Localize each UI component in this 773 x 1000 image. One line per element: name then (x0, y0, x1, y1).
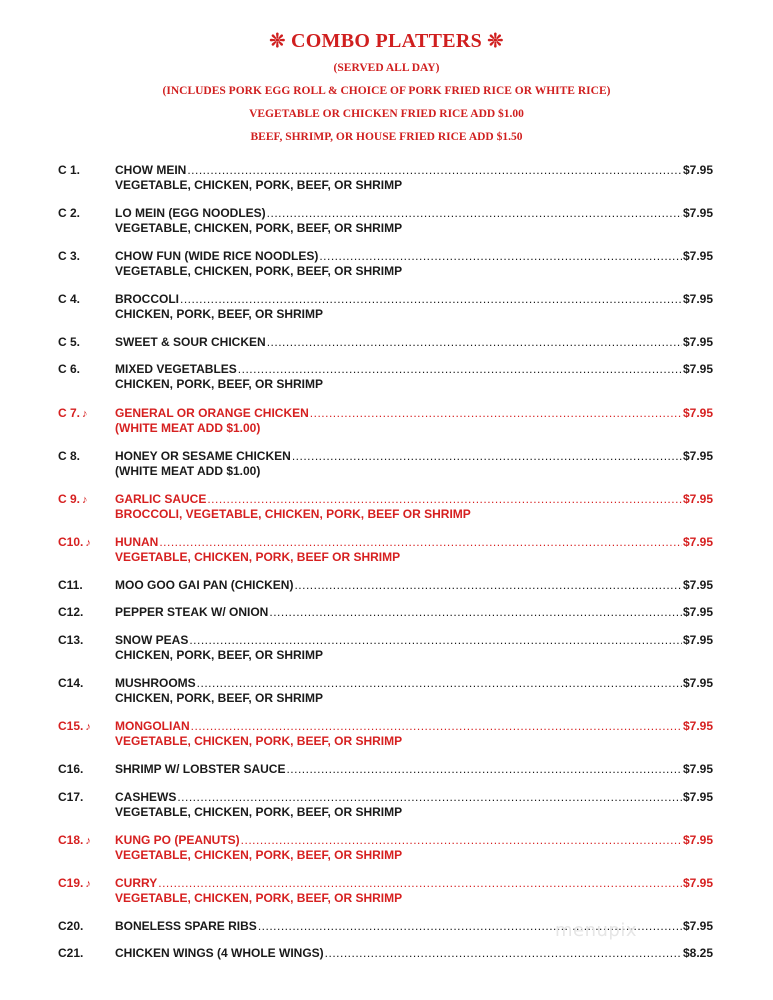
menu-item (0, 919, 773, 949)
item-code-text: C20. (58, 919, 84, 933)
item-line (115, 163, 713, 177)
item-line (115, 449, 713, 463)
dot-leader (189, 633, 682, 647)
item-code-text: C15. (58, 719, 84, 733)
dot-leader (207, 492, 682, 506)
item-code (58, 163, 80, 177)
item-name: CURRY (115, 876, 158, 890)
menu-item (0, 719, 773, 749)
item-code-text: C 1. (58, 163, 81, 177)
item-price: $7.95 (682, 578, 713, 592)
item-options: VEGETABLE, CHICKEN, PORK, BEEF, OR SHRIMP (115, 805, 403, 819)
dot-leader (238, 362, 682, 376)
menu-item (0, 676, 773, 706)
item-name: SHRIMP W/ LOBSTER SAUCE (115, 762, 286, 776)
item-options: VEGETABLE, CHICKEN, PORK, BEEF, OR SHRIMP (115, 848, 403, 862)
item-price: $7.95 (682, 362, 713, 376)
item-options: (WHITE MEAT ADD $1.00) (115, 421, 261, 435)
pepper-icon: ♪ (85, 721, 91, 733)
item-name: CHOW MEIN (115, 163, 187, 177)
menu-item (0, 535, 773, 565)
item-code (58, 492, 88, 506)
item-line (115, 406, 713, 420)
menu-item (0, 578, 773, 608)
item-line (115, 362, 713, 376)
item-price: $7.95 (682, 762, 713, 776)
dot-leader (197, 676, 682, 690)
item-name: HUNAN (115, 535, 159, 549)
item-code-text: C 3. (58, 249, 81, 263)
item-code (58, 206, 80, 220)
dot-leader (191, 719, 682, 733)
item-line (115, 492, 713, 506)
item-name: MIXED VEGETABLES (115, 362, 237, 376)
item-code (58, 578, 83, 592)
item-code (58, 762, 83, 776)
menu-item (0, 946, 773, 976)
pepper-icon: ♪ (82, 494, 88, 506)
item-code (58, 449, 80, 463)
dot-leader (286, 762, 682, 776)
item-name: MUSHROOMS (115, 676, 196, 690)
menu-item (0, 492, 773, 522)
dot-leader (241, 833, 682, 847)
dot-leader (292, 449, 682, 463)
menu-item (0, 406, 773, 436)
item-name: HONEY OR SESAME CHICKEN (115, 449, 291, 463)
item-code-text: C 2. (58, 206, 81, 220)
item-name: MONGOLIAN (115, 719, 190, 733)
item-code (58, 362, 80, 376)
item-name: SNOW PEAS (115, 633, 189, 647)
item-options: (WHITE MEAT ADD $1.00) (115, 464, 261, 478)
menu-item (0, 249, 773, 279)
menu-item (0, 292, 773, 322)
item-price: $7.95 (682, 449, 713, 463)
dot-leader (267, 335, 682, 349)
item-price: $7.95 (682, 163, 713, 177)
item-line (115, 719, 713, 733)
item-price: $7.95 (682, 535, 713, 549)
item-options: VEGETABLE, CHICKEN, PORK, BEEF, OR SHRIMP (115, 264, 403, 278)
item-code-text: C 7. (58, 406, 81, 420)
item-code-text: C19. (58, 876, 84, 890)
menu-item (0, 605, 773, 635)
item-name: MOO GOO GAI PAN (CHICKEN) (115, 578, 294, 592)
item-code-text: C10. (58, 535, 84, 549)
menu-item (0, 790, 773, 820)
item-code (58, 535, 91, 549)
item-price: $7.95 (682, 719, 713, 733)
item-price: $7.95 (682, 633, 713, 647)
item-name: KUNG PO (PEANUTS) (115, 833, 240, 847)
item-options: VEGETABLE, CHICKEN, PORK, BEEF, OR SHRIMP (115, 178, 403, 192)
veg-chicken-rice-note: VEGETABLE OR CHICKEN FRIED RICE ADD $1.00 (249, 108, 524, 120)
item-line (115, 605, 713, 619)
menu-item (0, 633, 773, 663)
item-code-text: C 4. (58, 292, 81, 306)
item-price: $7.95 (682, 292, 713, 306)
item-line (115, 535, 713, 549)
item-code-text: C 8. (58, 449, 81, 463)
item-code-text: C11. (58, 578, 83, 592)
item-options: CHICKEN, PORK, BEEF, OR SHRIMP (115, 691, 324, 705)
item-price: $8.25 (682, 946, 713, 960)
item-price: $7.95 (682, 406, 713, 420)
item-code (58, 790, 83, 804)
item-line (115, 676, 713, 690)
item-price: $7.95 (682, 492, 713, 506)
item-code-text: C21. (58, 946, 84, 960)
item-code (58, 335, 80, 349)
item-line (115, 876, 713, 890)
item-code (58, 876, 91, 890)
item-code (58, 833, 91, 847)
item-code (58, 633, 83, 647)
item-line (115, 833, 713, 847)
includes-note: (INCLUDES PORK EGG ROLL & CHOICE OF PORK FRIED RICE OR WHITE RICE) (162, 85, 611, 97)
item-name: BONELESS SPARE RIBS (115, 919, 257, 933)
item-code (58, 719, 91, 733)
item-options: VEGETABLE, CHICKEN, PORK, BEEF, OR SHRIMP (115, 221, 403, 235)
pepper-icon: ♪ (85, 537, 91, 549)
item-price: $7.95 (682, 335, 713, 349)
star-right-icon: ❊ (487, 31, 504, 52)
item-price: $7.95 (682, 206, 713, 220)
menu-item (0, 449, 773, 479)
dot-leader (269, 605, 682, 619)
item-code-text: C18. (58, 833, 84, 847)
menu-item (0, 762, 773, 792)
item-code (58, 249, 80, 263)
dot-leader (319, 249, 682, 263)
served-all-day: (SERVED ALL DAY) (333, 62, 440, 74)
pepper-icon: ♪ (85, 878, 91, 890)
menu-item (0, 833, 773, 863)
pepper-icon: ♪ (82, 408, 88, 420)
item-name: LO MEIN (EGG NOODLES) (115, 206, 266, 220)
item-code (58, 292, 80, 306)
item-options: CHICKEN, PORK, BEEF, OR SHRIMP (115, 307, 324, 321)
item-line (115, 762, 713, 776)
item-options: CHICKEN, PORK, BEEF, OR SHRIMP (115, 377, 324, 391)
item-code (58, 946, 83, 960)
menu-item (0, 163, 773, 193)
item-options: VEGETABLE, CHICKEN, PORK, BEEF, OR SHRIMP (115, 734, 403, 748)
item-price: $7.95 (682, 833, 713, 847)
item-name: BROCCOLI (115, 292, 179, 306)
dot-leader (177, 790, 682, 804)
item-name: GARLIC SAUCE (115, 492, 207, 506)
item-code-text: C 6. (58, 362, 81, 376)
dot-leader (267, 206, 682, 220)
dot-leader (187, 163, 682, 177)
item-options: CHICKEN, PORK, BEEF, OR SHRIMP (115, 648, 324, 662)
beef-shrimp-rice-note: BEEF, SHRIMP, OR HOUSE FRIED RICE ADD $1.50 (250, 131, 523, 143)
star-left-icon: ❊ (269, 31, 286, 52)
item-price: $7.95 (682, 605, 713, 619)
item-options: VEGETABLE, CHICKEN, PORK, BEEF, OR SHRIMP (115, 891, 403, 905)
dot-leader (158, 876, 682, 890)
item-price: $7.95 (682, 676, 713, 690)
item-code-text: C 9. (58, 492, 81, 506)
item-name: CASHEWS (115, 790, 177, 804)
menu-item (0, 206, 773, 236)
item-line (115, 578, 713, 592)
item-name: GENERAL OR ORANGE CHICKEN (115, 406, 309, 420)
menu-item (0, 876, 773, 906)
dot-leader (180, 292, 682, 306)
item-line (115, 633, 713, 647)
item-line (115, 206, 713, 220)
item-code-text: C17. (58, 790, 84, 804)
page-title (0, 30, 773, 53)
item-name: CHOW FUN (WIDE RICE NOODLES) (115, 249, 319, 263)
item-line (115, 335, 713, 349)
item-code-text: C13. (58, 633, 84, 647)
watermark: menupix (555, 920, 638, 941)
item-name: CHICKEN WINGS (4 WHOLE WINGS) (115, 946, 324, 960)
item-line (115, 946, 713, 960)
item-code-text: C16. (58, 762, 84, 776)
dot-leader (159, 535, 682, 549)
item-code (58, 919, 83, 933)
dot-leader (310, 406, 682, 420)
item-price: $7.95 (682, 249, 713, 263)
item-code-text: C 5. (58, 335, 81, 349)
menu-item (0, 362, 773, 392)
item-code (58, 406, 88, 420)
title-text: COMBO PLATTERS (290, 30, 483, 52)
item-name: SWEET & SOUR CHICKEN (115, 335, 266, 349)
pepper-icon: ♪ (85, 835, 91, 847)
item-line (115, 249, 713, 263)
item-options: BROCCOLI, VEGETABLE, CHICKEN, PORK, BEEF OR SHRIMP (115, 507, 471, 521)
menu-item (0, 335, 773, 365)
dot-leader (325, 946, 682, 960)
item-price: $7.95 (682, 876, 713, 890)
item-line (115, 790, 713, 804)
item-code (58, 605, 83, 619)
item-price: $7.95 (682, 790, 713, 804)
item-code-text: C14. (58, 676, 84, 690)
item-price: $7.95 (682, 919, 713, 933)
item-name: PEPPER STEAK W/ ONION (115, 605, 269, 619)
item-line (115, 292, 713, 306)
dot-leader (294, 578, 682, 592)
item-code (58, 676, 83, 690)
item-code-text: C12. (58, 605, 84, 619)
item-options: VEGETABLE, CHICKEN, PORK, BEEF OR SHRIMP (115, 550, 401, 564)
